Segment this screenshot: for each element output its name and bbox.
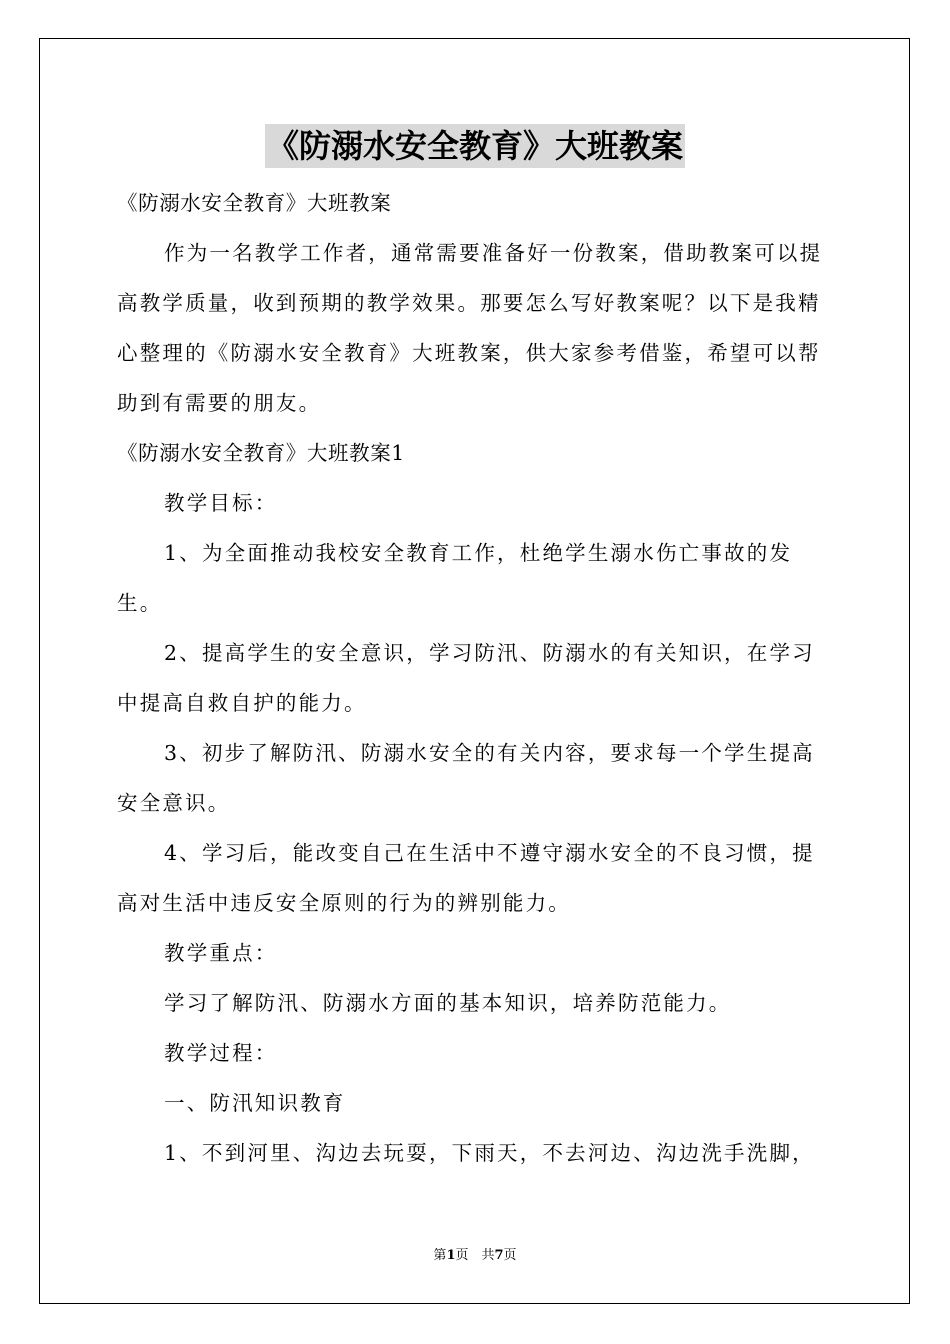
- paragraph-goal-2: 2、提高学生的安全意识，学习防汛、防溺水的有关知识，在学习中提高自救自护的能力。: [117, 641, 815, 715]
- page-footer: [0, 1247, 950, 1265]
- footer-mid: 页 共: [455, 1248, 495, 1263]
- paragraph-teaching-goals: 教学目标：: [164, 491, 278, 515]
- paragraph-focus-content: 学习了解防汛、防溺水方面的基本知识，培养防范能力。: [164, 991, 732, 1015]
- paragraph-teaching-process: 教学过程：: [164, 1041, 278, 1065]
- paragraph-section-one: 一、防汛知识教育: [164, 1091, 346, 1115]
- paragraph-goal-1: 1、为全面推动我校安全教育工作，杜绝学生溺水伤亡事故的发生。: [117, 541, 793, 615]
- subtitle-paragraph: 《防溺水安全教育》大班教案: [117, 191, 392, 215]
- footer-prefix: 第: [433, 1248, 447, 1263]
- paragraph-teaching-focus: 教学重点：: [164, 941, 278, 965]
- section-heading-1: 《防溺水安全教育》大班教案1: [117, 441, 405, 465]
- footer-current-page: 1: [446, 1248, 456, 1263]
- footer-total-pages: 7: [494, 1248, 504, 1263]
- document-body: [117, 178, 835, 1178]
- intro-paragraph: 作为一名教学工作者，通常需要准备好一份教案，借助教案可以提高教学质量，收到预期的教学效果。那要怎么写好教案呢？以下是我精心整理的《防溺水安全教育》大班教案，供大家参考借鉴，希望可以帮助到有需要的朋友。: [117, 241, 823, 415]
- title-container: [0, 124, 950, 168]
- paragraph-goal-3: 3、初步了解防汛、防溺水安全的有关内容，要求每一个学生提高安全意识。: [117, 741, 815, 815]
- document-title: 《防溺水安全教育》大班教案: [265, 124, 685, 168]
- paragraph-goal-4: 4、学习后，能改变自己在生活中不遵守溺水安全的不良习惯，提高对生活中违反安全原则的行为的辨别能力。: [117, 841, 815, 915]
- paragraph-item-1: 1、不到河里、沟边去玩耍，下雨天，不去河边、沟边洗手洗脚，: [164, 1141, 815, 1165]
- footer-suffix: 页: [503, 1248, 517, 1263]
